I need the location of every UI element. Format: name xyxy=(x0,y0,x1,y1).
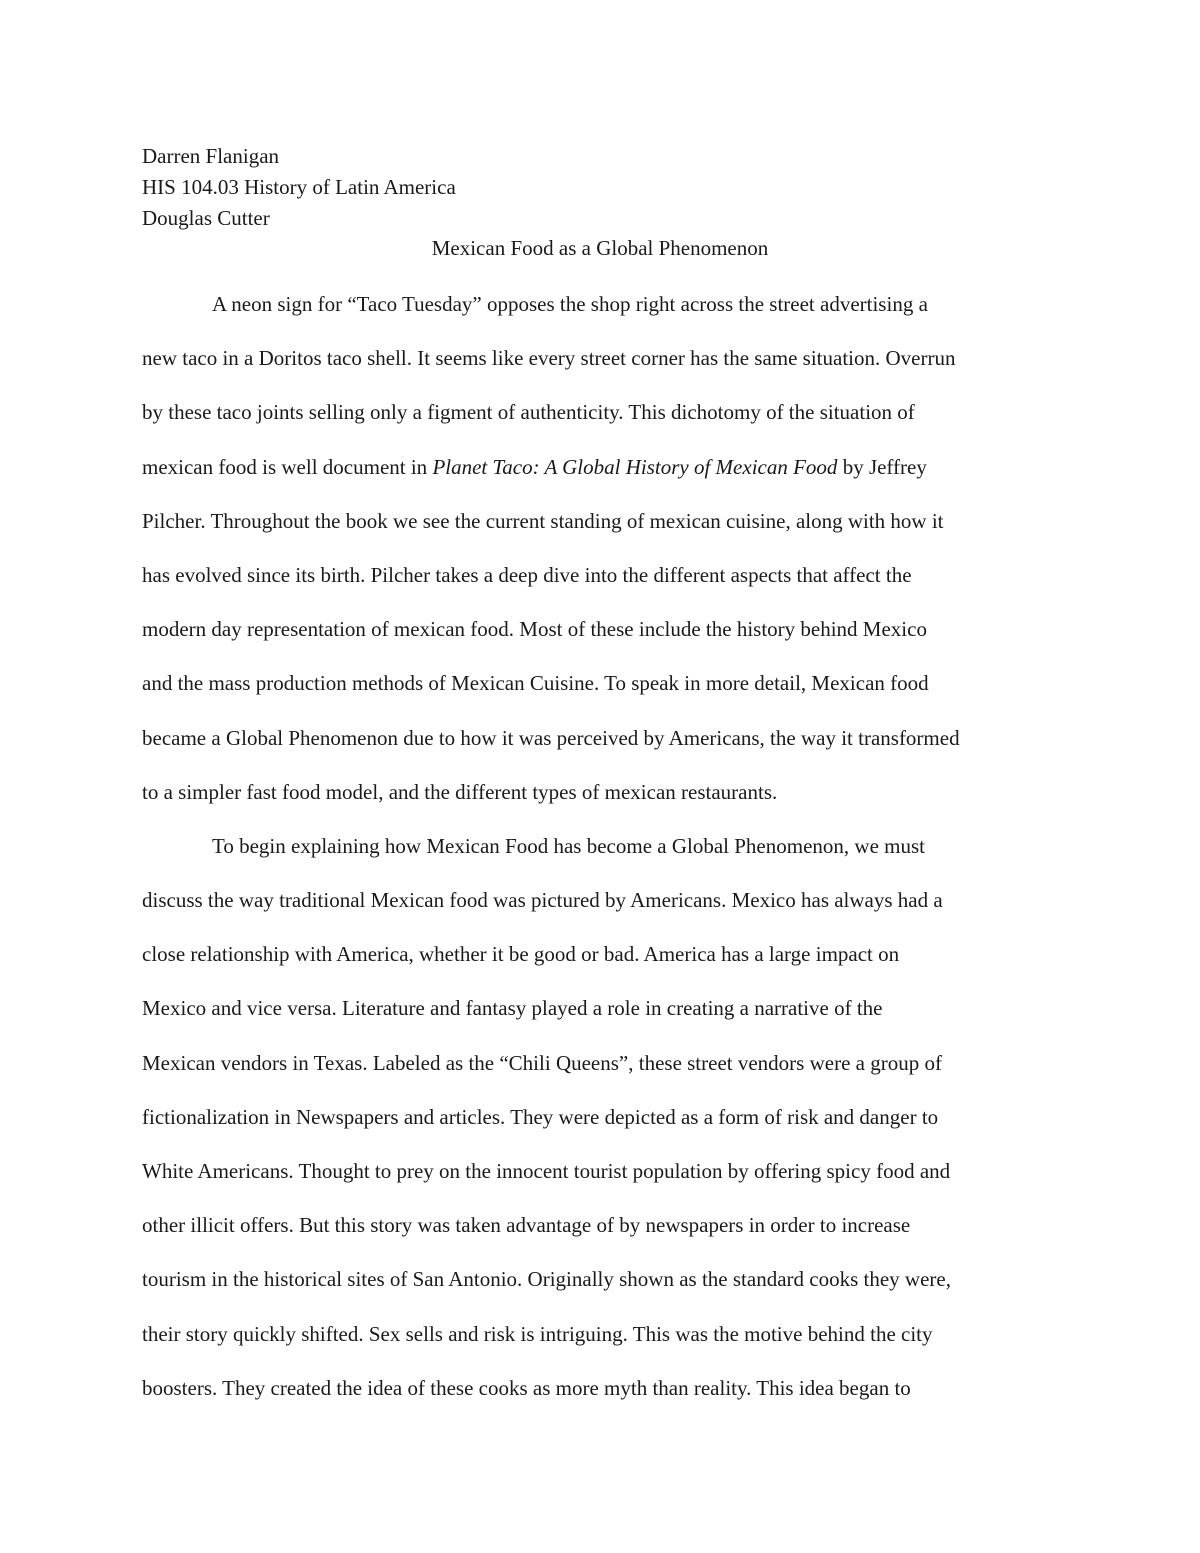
paragraph-2-line: fictionalization in Newspapers and articles. They were depicted as a form of risk and danger to xyxy=(142,1104,939,1129)
paragraph-2-line: discuss the way traditional Mexican food was pictured by Americans. Mexico has always had a xyxy=(142,888,943,913)
document-heading xyxy=(142,141,456,234)
paragraph-1-line: to a simpler fast food model, and the different types of mexican restaurants. xyxy=(142,779,778,804)
paragraph-2-line: other illicit offers. But this story was taken advantage of by newspapers in order to increase xyxy=(142,1213,911,1238)
paragraph-2-line: Mexico and vice versa. Literature and fantasy played a role in creating a narrative of the xyxy=(142,996,883,1021)
paragraph-1-line: by these taco joints selling only a figment of authenticity. This dichotomy of the situation of xyxy=(142,400,915,425)
paragraph-2-line: close relationship with America, whether it be good or bad. America has a large impact on xyxy=(142,942,900,967)
document-body xyxy=(142,284,1062,1422)
paragraph-1-line xyxy=(142,447,1062,501)
paragraph-2-line: White Americans. Thought to prey on the innocent tourist population by offering spicy food and xyxy=(142,1159,951,1183)
book-title: Planet Taco: A Global History of Mexican Food xyxy=(432,454,838,479)
paragraph-1-line: modern day representation of mexican food. Most of these include the history behind Mexico xyxy=(142,617,927,642)
paragraph-2-line: boosters. They created the idea of these cooks as more myth than reality. This idea began to xyxy=(142,1375,911,1400)
course-name: HIS 104.03 History of Latin America xyxy=(142,175,456,199)
paragraph-1-line: A neon sign for “Taco Tuesday” opposes the shop right across the street advertising a xyxy=(212,292,928,316)
line-text: by Jeffrey xyxy=(837,454,927,479)
paragraph-1-line: Pilcher. Throughout the book we see the current standing of mexican cuisine, along with how it xyxy=(142,508,944,533)
paragraph-2-line: To begin explaining how Mexican Food has become a Global Phenomenon, we must xyxy=(212,833,925,858)
line-text: mexican food is well document in xyxy=(142,454,433,479)
paragraph-1-line: new taco in a Doritos taco shell. It seems like every street corner has the same situation. Overrun xyxy=(142,346,956,371)
instructor-name: Douglas Cutter xyxy=(142,206,270,230)
paragraph-1-line: has evolved since its birth. Pilcher takes a deep dive into the different aspects that affect the xyxy=(142,562,912,587)
paragraph-2-line: tourism in the historical sites of San Antonio. Originally shown as the standard cooks they were, xyxy=(142,1267,951,1292)
author-name: Darren Flanigan xyxy=(142,144,280,168)
paragraph-1-line: became a Global Phenomenon due to how it was perceived by Americans, the way it transformed xyxy=(142,725,960,750)
paragraph-2-line: their story quickly shifted. Sex sells and risk is intriguing. This was the motive behind the city xyxy=(142,1321,933,1346)
document-title: Mexican Food as a Global Phenomenon xyxy=(431,236,769,260)
paragraph-2-line: Mexican vendors in Texas. Labeled as the “Chili Queens”, these street vendors were a group of xyxy=(142,1050,942,1075)
paragraph-1-line: and the mass production methods of Mexican Cuisine. To speak in more detail, Mexican food xyxy=(142,671,929,696)
